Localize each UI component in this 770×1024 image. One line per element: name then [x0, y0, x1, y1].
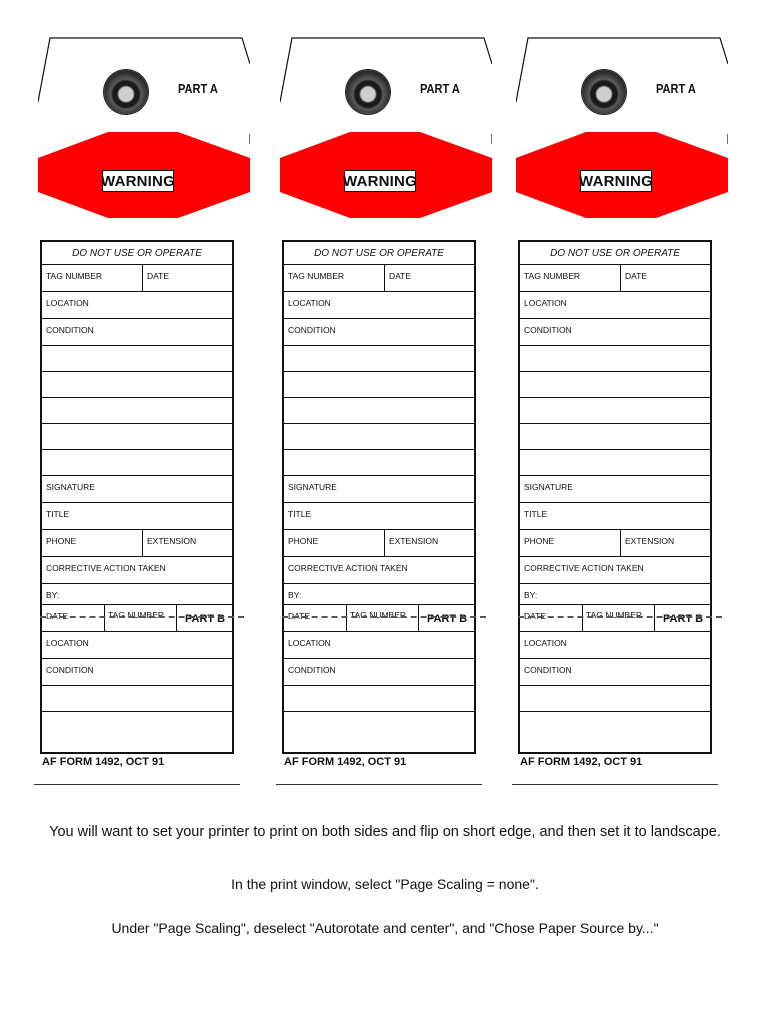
corrective-action-label: CORRECTIVE ACTION TAKEN — [524, 563, 644, 573]
grommet-icon — [346, 70, 390, 114]
tag-form — [282, 240, 476, 754]
corrective-action-row[interactable] — [520, 557, 710, 584]
part-b-condition-line[interactable] — [42, 686, 232, 712]
condition-line[interactable] — [284, 372, 474, 398]
part-b-tag-number-label: TAG NUMBER — [586, 610, 643, 620]
part-b-label: PART B — [663, 613, 704, 625]
corrective-action-row[interactable] — [42, 557, 232, 584]
part-b-header-row[interactable] — [42, 605, 232, 632]
part-b-date-label: DATE — [288, 611, 311, 621]
part-b-location-row[interactable] — [520, 632, 710, 659]
part-b-header-row[interactable] — [284, 605, 474, 632]
part-b-condition-label: CONDITION — [288, 665, 336, 675]
warning-label: WARNING — [102, 170, 174, 192]
tag-number-label: TAG NUMBER — [288, 271, 345, 281]
condition-label: CONDITION — [524, 325, 572, 335]
condition-line[interactable] — [284, 450, 474, 476]
tag-bottom-line — [276, 784, 482, 785]
part-a-label: PART A — [656, 81, 696, 96]
by-label: BY: — [46, 590, 60, 600]
tag-bottom-line — [34, 784, 240, 785]
form-code: AF FORM 1492, OCT 91 — [42, 756, 165, 768]
form-subtitle: DO NOT USE OR OPERATE — [42, 242, 232, 265]
part-b-location-label: LOCATION — [524, 638, 567, 648]
location-label: LOCATION — [524, 298, 567, 308]
part-b-date-label: DATE — [524, 611, 547, 621]
signature-row[interactable] — [42, 476, 232, 503]
condition-row[interactable] — [520, 319, 710, 346]
condition-line[interactable] — [42, 398, 232, 424]
title-row[interactable] — [520, 503, 710, 530]
extension-label: EXTENSION — [389, 536, 439, 546]
warning-label: WARNING — [580, 170, 652, 192]
extension-label: EXTENSION — [147, 536, 197, 546]
condition-line[interactable] — [42, 372, 232, 398]
location-row[interactable] — [284, 292, 474, 319]
instruction-line-2: In the print window, select "Page Scaling = none". — [231, 876, 539, 892]
phone-label: PHONE — [288, 536, 319, 546]
grommet-icon — [104, 70, 148, 114]
signature-row[interactable] — [520, 476, 710, 503]
phone-extension-row[interactable] — [284, 530, 474, 557]
part-b-location-row[interactable] — [42, 632, 232, 659]
phone-extension-row[interactable] — [42, 530, 232, 557]
by-label: BY: — [288, 590, 302, 600]
tag-bottom-line — [512, 784, 718, 785]
part-b-condition-label: CONDITION — [46, 665, 94, 675]
tag-number-date-row[interactable] — [284, 265, 474, 292]
part-b-label: PART B — [427, 613, 468, 625]
date-label: DATE — [147, 271, 170, 281]
part-b-condition-line[interactable] — [520, 712, 710, 737]
location-label: LOCATION — [46, 298, 89, 308]
by-row[interactable] — [284, 584, 474, 605]
part-b-condition-row[interactable] — [520, 659, 710, 686]
condition-line[interactable] — [520, 372, 710, 398]
form-subtitle: DO NOT USE OR OPERATE — [284, 242, 474, 265]
form-code: AF FORM 1492, OCT 91 — [520, 756, 643, 768]
extension-label: EXTENSION — [625, 536, 675, 546]
corrective-action-label: CORRECTIVE ACTION TAKEN — [46, 563, 166, 573]
tear-line — [282, 616, 486, 618]
condition-row[interactable] — [284, 319, 474, 346]
part-b-tag-number-label: TAG NUMBER — [108, 610, 165, 620]
tag-form — [518, 240, 712, 754]
condition-line[interactable] — [284, 346, 474, 372]
part-b-header-row[interactable] — [520, 605, 710, 632]
by-row[interactable] — [42, 584, 232, 605]
tag-number-label: TAG NUMBER — [524, 271, 581, 281]
date-label: DATE — [389, 271, 412, 281]
condition-line[interactable] — [42, 424, 232, 450]
signature-label: SIGNATURE — [288, 482, 337, 492]
title-label: TITLE — [524, 509, 548, 519]
condition-line[interactable] — [520, 398, 710, 424]
part-b-condition-row[interactable] — [284, 659, 474, 686]
by-label: BY: — [524, 590, 538, 600]
tag-middle — [280, 34, 492, 786]
corrective-action-label: CORRECTIVE ACTION TAKEN — [288, 563, 408, 573]
part-b-condition-row[interactable] — [42, 659, 232, 686]
part-b-label: PART B — [185, 613, 226, 625]
form-subtitle: DO NOT USE OR OPERATE — [520, 242, 710, 265]
phone-label: PHONE — [524, 536, 555, 546]
tag-number-label: TAG NUMBER — [46, 271, 103, 281]
phone-extension-row[interactable] — [520, 530, 710, 557]
title-label: TITLE — [46, 509, 70, 519]
part-b-location-label: LOCATION — [288, 638, 331, 648]
by-row[interactable] — [520, 584, 710, 605]
condition-label: CONDITION — [288, 325, 336, 335]
condition-line[interactable] — [284, 424, 474, 450]
part-b-condition-label: CONDITION — [524, 665, 572, 675]
signature-label: SIGNATURE — [46, 482, 95, 492]
title-row[interactable] — [284, 503, 474, 530]
part-b-location-label: LOCATION — [46, 638, 89, 648]
tag-left — [38, 34, 250, 786]
tag-right — [516, 34, 728, 786]
tag-number-date-row[interactable] — [42, 265, 232, 292]
condition-line[interactable] — [42, 346, 232, 372]
instruction-line-1: You will want to set your printer to print on both sides and flip on short edge, and then set it to landscape. — [49, 824, 721, 840]
tear-line — [518, 616, 722, 618]
corrective-action-row[interactable] — [284, 557, 474, 584]
condition-line[interactable] — [284, 398, 474, 424]
signature-row[interactable] — [284, 476, 474, 503]
location-row[interactable] — [42, 292, 232, 319]
signature-label: SIGNATURE — [524, 482, 573, 492]
condition-line[interactable] — [520, 450, 710, 476]
tag-number-date-row[interactable] — [520, 265, 710, 292]
location-row[interactable] — [520, 292, 710, 319]
location-label: LOCATION — [288, 298, 331, 308]
part-a-label: PART A — [420, 81, 460, 96]
condition-line[interactable] — [42, 450, 232, 476]
part-b-date-label: DATE — [46, 611, 69, 621]
condition-line[interactable] — [520, 346, 710, 372]
part-b-tag-number-label: TAG NUMBER — [350, 610, 407, 620]
grommet-icon — [582, 70, 626, 114]
part-b-location-row[interactable] — [284, 632, 474, 659]
title-row[interactable] — [42, 503, 232, 530]
tear-line — [40, 616, 244, 618]
condition-line[interactable] — [520, 424, 710, 450]
condition-label: CONDITION — [46, 325, 94, 335]
phone-label: PHONE — [46, 536, 77, 546]
part-b-condition-line[interactable] — [520, 686, 710, 712]
condition-row[interactable] — [42, 319, 232, 346]
instruction-line-3: Under "Page Scaling", deselect "Autorotate and center", and "Chose Paper Source by..." — [111, 920, 659, 936]
title-label: TITLE — [288, 509, 312, 519]
date-label: DATE — [625, 271, 648, 281]
part-b-condition-line[interactable] — [284, 712, 474, 737]
part-a-label: PART A — [178, 81, 218, 96]
part-b-condition-line[interactable] — [284, 686, 474, 712]
warning-label: WARNING — [344, 170, 416, 192]
tag-form — [40, 240, 234, 754]
form-code: AF FORM 1492, OCT 91 — [284, 756, 407, 768]
part-b-condition-line[interactable] — [42, 712, 232, 737]
